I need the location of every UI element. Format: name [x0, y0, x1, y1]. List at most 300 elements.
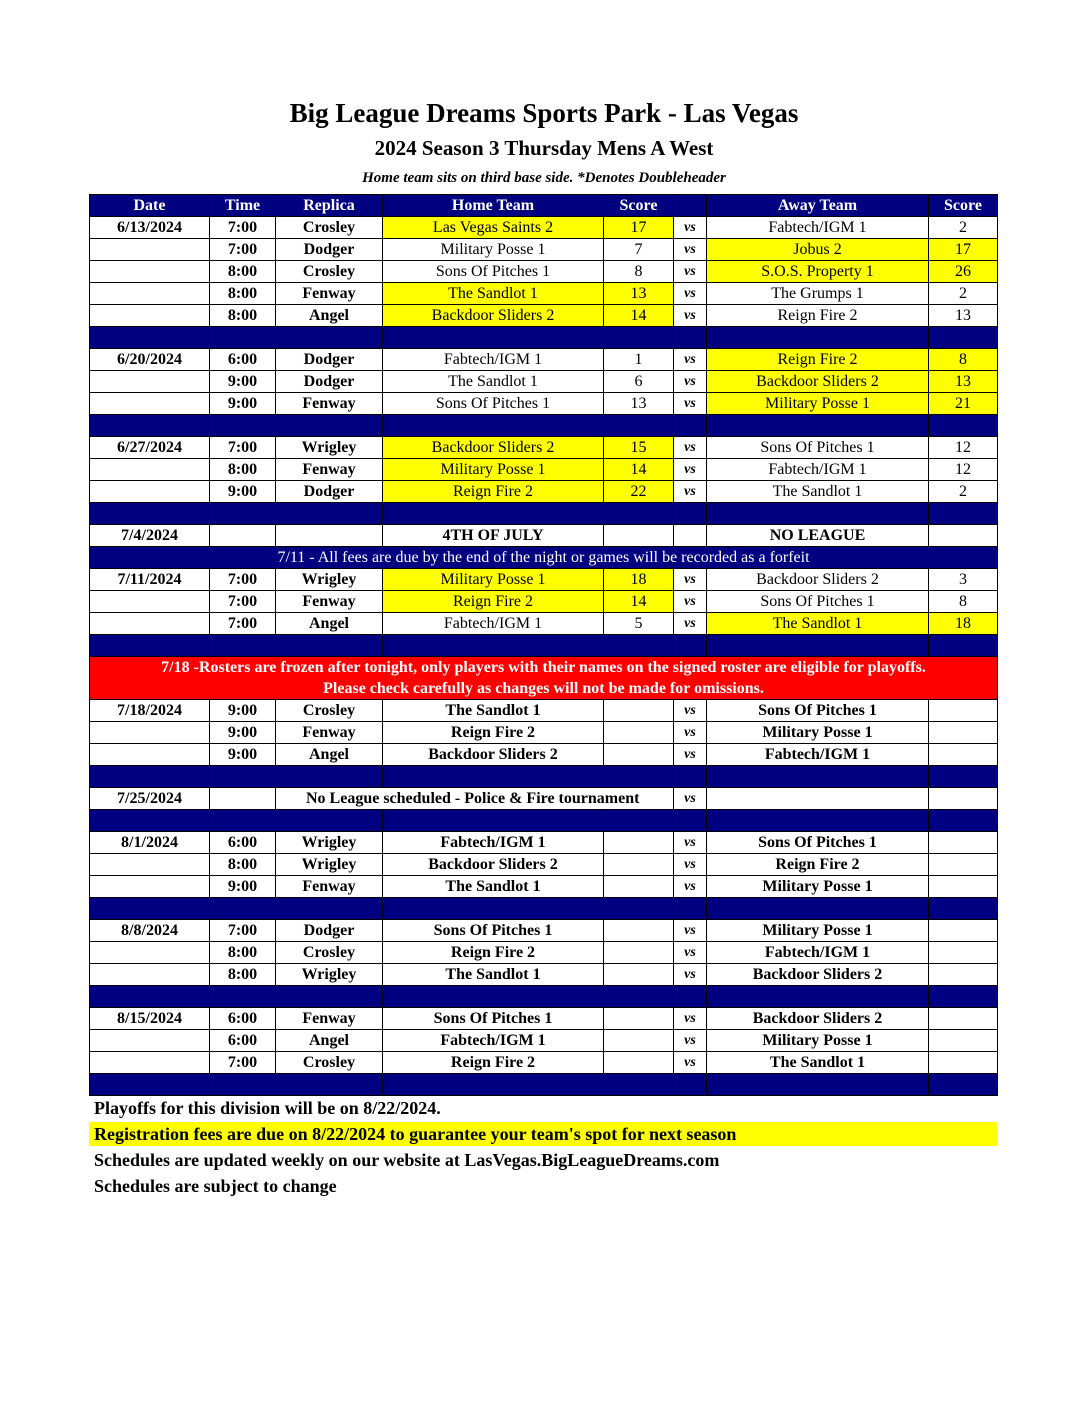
- game-time: 8:00: [210, 261, 276, 283]
- table-row: [90, 700, 998, 722]
- table-row: [90, 569, 998, 591]
- game-field: Wrigley: [276, 964, 383, 986]
- away-team: Sons Of Pitches 1: [707, 832, 929, 854]
- game-time: 9:00: [210, 481, 276, 503]
- game-field: Fenway: [276, 393, 383, 415]
- home-team: Reign Fire 2: [383, 1052, 604, 1074]
- away-score: [929, 788, 998, 810]
- vs-label: vs: [674, 700, 707, 722]
- roster-alert-line-2: Please check carefully as changes will not be made for omissions.: [323, 680, 764, 697]
- separator-row: [90, 986, 998, 1008]
- game-date: [90, 591, 210, 613]
- home-team: Military Posse 1: [383, 459, 604, 481]
- separator-cell: [929, 635, 998, 657]
- vs-label: vs: [674, 942, 707, 964]
- table-row: [90, 854, 998, 876]
- game-date: [90, 964, 210, 986]
- separator-row: [90, 766, 998, 788]
- away-score: 18: [929, 613, 998, 635]
- separator-cell: [383, 1074, 604, 1096]
- game-field: Crosley: [276, 1052, 383, 1074]
- game-field: Angel: [276, 1030, 383, 1052]
- home-score: 8: [604, 261, 674, 283]
- game-time: 7:00: [210, 437, 276, 459]
- separator-cell: [210, 635, 276, 657]
- separator-cell: [707, 986, 929, 1008]
- home-team: Reign Fire 2: [383, 722, 604, 744]
- game-field: Wrigley: [276, 437, 383, 459]
- vs-label: vs: [674, 283, 707, 305]
- website-note: Schedules are updated weekly on our website at LasVegas.BigLeagueDreams.com: [94, 1150, 720, 1170]
- home-team: Sons Of Pitches 1: [383, 1008, 604, 1030]
- table-row: [90, 942, 998, 964]
- col-header-date: Date: [90, 195, 210, 217]
- separator-cell: [929, 327, 998, 349]
- home-score: [604, 942, 674, 964]
- vs-label: vs: [674, 788, 707, 810]
- home-score: 22: [604, 481, 674, 503]
- game-date: 7/11/2024: [90, 569, 210, 591]
- separator-cell: [210, 503, 276, 525]
- table-row: [90, 1008, 998, 1030]
- away-team: NO LEAGUE: [707, 525, 929, 547]
- away-team: Backdoor Sliders 2: [707, 371, 929, 393]
- vs-label: vs: [674, 305, 707, 327]
- page-subtitle: 2024 Season 3 Thursday Mens A West: [374, 136, 714, 160]
- game-field: Crosley: [276, 942, 383, 964]
- table-row: [90, 437, 998, 459]
- separator-cell: [90, 415, 210, 437]
- table-row: [90, 261, 998, 283]
- table-row: [90, 722, 998, 744]
- separator-cell: [674, 986, 707, 1008]
- game-date: 8/8/2024: [90, 920, 210, 942]
- home-score: [604, 722, 674, 744]
- separator-cell: [674, 503, 707, 525]
- separator-cell: [604, 503, 674, 525]
- schedule-body: [90, 217, 998, 1096]
- separator-cell: [276, 810, 383, 832]
- separator-cell: [604, 898, 674, 920]
- away-score: 2: [929, 481, 998, 503]
- separator-cell: [383, 503, 604, 525]
- table-row: [90, 964, 998, 986]
- table-row: [90, 525, 998, 547]
- home-team: The Sandlot 1: [383, 283, 604, 305]
- separator-cell: [90, 635, 210, 657]
- home-score: [604, 525, 674, 547]
- away-score: [929, 964, 998, 986]
- game-date: [90, 744, 210, 766]
- playoffs-note: Playoffs for this division will be on 8/22/2024.: [94, 1098, 441, 1118]
- away-team: Military Posse 1: [707, 393, 929, 415]
- away-score: 2: [929, 283, 998, 305]
- separator-cell: [90, 327, 210, 349]
- vs-label: vs: [674, 261, 707, 283]
- home-score: 6: [604, 371, 674, 393]
- home-score: 7: [604, 239, 674, 261]
- separator-cell: [383, 986, 604, 1008]
- col-header-home-score: Score: [604, 195, 674, 217]
- home-score: 14: [604, 591, 674, 613]
- away-team: Sons Of Pitches 1: [707, 700, 929, 722]
- game-time: 8:00: [210, 942, 276, 964]
- vs-label: vs: [674, 393, 707, 415]
- game-date: 8/15/2024: [90, 1008, 210, 1030]
- schedule-note: Home team sits on third base side. *Denotes Doubleheader: [362, 170, 726, 186]
- away-score: 12: [929, 459, 998, 481]
- roster-alert-row: [90, 657, 998, 700]
- separator-cell: [604, 415, 674, 437]
- away-score: 21: [929, 393, 998, 415]
- separator-cell: [210, 986, 276, 1008]
- away-score: [929, 525, 998, 547]
- vs-label: vs: [674, 1052, 707, 1074]
- away-team: Reign Fire 2: [707, 854, 929, 876]
- separator-cell: [276, 503, 383, 525]
- separator-cell: [929, 766, 998, 788]
- game-time: [210, 525, 276, 547]
- away-team: Fabtech/IGM 1: [707, 217, 929, 239]
- separator-cell: [383, 766, 604, 788]
- table-row: [90, 788, 998, 810]
- vs-label: vs: [674, 1008, 707, 1030]
- away-team: S.O.S. Property 1: [707, 261, 929, 283]
- separator-cell: [929, 415, 998, 437]
- away-team: Backdoor Sliders 2: [707, 1008, 929, 1030]
- vs-label: vs: [674, 854, 707, 876]
- home-team: Sons Of Pitches 1: [383, 920, 604, 942]
- col-header-away-team: Away Team: [707, 195, 929, 217]
- separator-cell: [674, 415, 707, 437]
- game-date: [90, 239, 210, 261]
- separator-cell: [674, 1074, 707, 1096]
- separator-cell: [707, 898, 929, 920]
- separator-cell: [604, 766, 674, 788]
- separator-cell: [276, 415, 383, 437]
- away-team: Backdoor Sliders 2: [707, 569, 929, 591]
- game-date: [90, 283, 210, 305]
- vs-label: vs: [674, 371, 707, 393]
- game-date: 7/4/2024: [90, 525, 210, 547]
- table-row: [90, 217, 998, 239]
- game-time: 8:00: [210, 964, 276, 986]
- vs-label: vs: [674, 920, 707, 942]
- game-date: 6/27/2024: [90, 437, 210, 459]
- game-date: 6/20/2024: [90, 349, 210, 371]
- home-score: [604, 920, 674, 942]
- home-team: Backdoor Sliders 2: [383, 305, 604, 327]
- home-team: The Sandlot 1: [383, 964, 604, 986]
- game-time: 8:00: [210, 283, 276, 305]
- away-score: 3: [929, 569, 998, 591]
- separator-cell: [674, 766, 707, 788]
- separator-row: [90, 1074, 998, 1096]
- game-time: 9:00: [210, 371, 276, 393]
- separator-cell: [90, 810, 210, 832]
- home-team: Las Vegas Saints 2: [383, 217, 604, 239]
- vs-label: vs: [674, 722, 707, 744]
- home-score: 1: [604, 349, 674, 371]
- vs-label: vs: [674, 613, 707, 635]
- separator-cell: [276, 766, 383, 788]
- away-score: 12: [929, 437, 998, 459]
- separator-cell: [383, 635, 604, 657]
- separator-cell: [90, 898, 210, 920]
- game-field: Wrigley: [276, 832, 383, 854]
- away-score: [929, 942, 998, 964]
- home-score: [604, 744, 674, 766]
- away-score: [929, 832, 998, 854]
- away-score: 17: [929, 239, 998, 261]
- home-team: Backdoor Sliders 2: [383, 854, 604, 876]
- separator-cell: [276, 635, 383, 657]
- separator-cell: [383, 898, 604, 920]
- separator-cell: [929, 503, 998, 525]
- away-score: [929, 1030, 998, 1052]
- home-score: 14: [604, 459, 674, 481]
- separator-cell: [707, 766, 929, 788]
- vs-label: vs: [674, 437, 707, 459]
- away-team: Fabtech/IGM 1: [707, 942, 929, 964]
- vs-label: vs: [674, 964, 707, 986]
- separator-cell: [383, 810, 604, 832]
- game-field: Dodger: [276, 920, 383, 942]
- vs-label: vs: [674, 217, 707, 239]
- game-field: Angel: [276, 613, 383, 635]
- schedule-table: [89, 194, 998, 1096]
- away-team: Reign Fire 2: [707, 305, 929, 327]
- change-note: Schedules are subject to change: [94, 1176, 337, 1196]
- table-row: [90, 239, 998, 261]
- separator-cell: [707, 503, 929, 525]
- away-score: [929, 1052, 998, 1074]
- vs-label: vs: [674, 239, 707, 261]
- home-team: Fabtech/IGM 1: [383, 613, 604, 635]
- separator-cell: [210, 415, 276, 437]
- vs-label: vs: [674, 349, 707, 371]
- table-row: [90, 591, 998, 613]
- vs-label: [674, 525, 707, 547]
- separator-row: [90, 327, 998, 349]
- away-team: Reign Fire 2: [707, 349, 929, 371]
- separator-cell: [707, 415, 929, 437]
- game-date: [90, 1030, 210, 1052]
- game-field: Crosley: [276, 217, 383, 239]
- game-time: 7:00: [210, 920, 276, 942]
- separator-cell: [276, 1074, 383, 1096]
- separator-cell: [210, 1074, 276, 1096]
- no-league-note: No League scheduled - Police & Fire tournament: [276, 788, 674, 810]
- separator-cell: [929, 898, 998, 920]
- separator-cell: [929, 1074, 998, 1096]
- away-team: Fabtech/IGM 1: [707, 459, 929, 481]
- separator-cell: [90, 503, 210, 525]
- away-score: [929, 722, 998, 744]
- separator-cell: [707, 635, 929, 657]
- vs-label: vs: [674, 744, 707, 766]
- game-time: 7:00: [210, 591, 276, 613]
- col-header-vs: [674, 195, 707, 217]
- game-time: 9:00: [210, 722, 276, 744]
- game-field: Wrigley: [276, 569, 383, 591]
- game-date: [90, 613, 210, 635]
- table-row: [90, 744, 998, 766]
- separator-cell: [707, 327, 929, 349]
- separator-cell: [604, 810, 674, 832]
- home-team: Sons Of Pitches 1: [383, 393, 604, 415]
- game-time: [210, 788, 276, 810]
- vs-label: vs: [674, 876, 707, 898]
- home-score: [604, 1030, 674, 1052]
- game-time: 7:00: [210, 217, 276, 239]
- vs-label: vs: [674, 832, 707, 854]
- game-field: Fenway: [276, 722, 383, 744]
- home-team: Reign Fire 2: [383, 942, 604, 964]
- separator-cell: [210, 810, 276, 832]
- away-score: 8: [929, 591, 998, 613]
- away-team: The Sandlot 1: [707, 481, 929, 503]
- away-team: The Grumps 1: [707, 283, 929, 305]
- table-row: [90, 393, 998, 415]
- game-date: [90, 854, 210, 876]
- fee-notice: 7/11 - All fees are due by the end of the night or games will be recorded as a forfeit: [90, 547, 998, 569]
- separator-cell: [90, 986, 210, 1008]
- separator-cell: [604, 327, 674, 349]
- home-team: Reign Fire 2: [383, 481, 604, 503]
- game-field: Angel: [276, 305, 383, 327]
- game-field: Dodger: [276, 349, 383, 371]
- game-field: Fenway: [276, 283, 383, 305]
- table-row: [90, 832, 998, 854]
- notice-row: [90, 547, 998, 569]
- separator-cell: [674, 635, 707, 657]
- separator-cell: [383, 415, 604, 437]
- game-date: 8/1/2024: [90, 832, 210, 854]
- table-row: [90, 876, 998, 898]
- game-field: Wrigley: [276, 854, 383, 876]
- separator-cell: [90, 1074, 210, 1096]
- roster-alert-line-1: 7/18 -Rosters are frozen after tonight, only players with their names on the signed roster are eligible for playoffs.: [161, 659, 926, 676]
- vs-label: vs: [674, 459, 707, 481]
- game-time: 7:00: [210, 239, 276, 261]
- roster-alert: [90, 657, 998, 700]
- separator-cell: [210, 766, 276, 788]
- table-row: [90, 481, 998, 503]
- home-score: 5: [604, 613, 674, 635]
- table-row: [90, 1030, 998, 1052]
- game-field: Dodger: [276, 371, 383, 393]
- home-score: 13: [604, 283, 674, 305]
- game-field: Crosley: [276, 700, 383, 722]
- away-score: 13: [929, 305, 998, 327]
- separator-cell: [276, 986, 383, 1008]
- vs-label: vs: [674, 481, 707, 503]
- separator-cell: [707, 810, 929, 832]
- table-header-row: [90, 195, 998, 217]
- home-score: [604, 964, 674, 986]
- away-team: Backdoor Sliders 2: [707, 964, 929, 986]
- game-time: 7:00: [210, 613, 276, 635]
- game-field: Dodger: [276, 239, 383, 261]
- home-team: Fabtech/IGM 1: [383, 349, 604, 371]
- table-row: [90, 283, 998, 305]
- separator-cell: [604, 1074, 674, 1096]
- registration-note: Registration fees are due on 8/22/2024 to guarantee your team's spot for next season: [89, 1122, 997, 1146]
- home-score: [604, 1052, 674, 1074]
- game-field: Dodger: [276, 481, 383, 503]
- home-team: The Sandlot 1: [383, 700, 604, 722]
- away-score: 13: [929, 371, 998, 393]
- home-score: 17: [604, 217, 674, 239]
- table-row: [90, 349, 998, 371]
- game-time: 6:00: [210, 1008, 276, 1030]
- game-date: 6/13/2024: [90, 217, 210, 239]
- away-team: Jobus 2: [707, 239, 929, 261]
- away-score: [929, 700, 998, 722]
- away-team: Sons Of Pitches 1: [707, 591, 929, 613]
- vs-label: vs: [674, 1030, 707, 1052]
- separator-cell: [276, 327, 383, 349]
- game-time: 9:00: [210, 393, 276, 415]
- game-time: 9:00: [210, 876, 276, 898]
- away-score: [929, 744, 998, 766]
- game-date: [90, 305, 210, 327]
- col-header-home-team: Home Team: [383, 195, 604, 217]
- home-team: The Sandlot 1: [383, 371, 604, 393]
- vs-label: vs: [674, 569, 707, 591]
- away-score: [929, 854, 998, 876]
- game-date: [90, 371, 210, 393]
- away-score: [929, 1008, 998, 1030]
- home-team: The Sandlot 1: [383, 876, 604, 898]
- table-row: [90, 371, 998, 393]
- game-time: 8:00: [210, 854, 276, 876]
- away-team: Military Posse 1: [707, 920, 929, 942]
- game-field: Fenway: [276, 591, 383, 613]
- separator-row: [90, 503, 998, 525]
- game-date: [90, 1052, 210, 1074]
- table-row: [90, 305, 998, 327]
- away-team: Fabtech/IGM 1: [707, 744, 929, 766]
- home-team: Reign Fire 2: [383, 591, 604, 613]
- home-team: 4TH OF JULY: [383, 525, 604, 547]
- separator-cell: [90, 766, 210, 788]
- separator-cell: [210, 898, 276, 920]
- separator-row: [90, 635, 998, 657]
- game-date: [90, 261, 210, 283]
- game-date: [90, 876, 210, 898]
- home-score: [604, 1008, 674, 1030]
- game-field: Fenway: [276, 1008, 383, 1030]
- separator-cell: [604, 635, 674, 657]
- separator-cell: [604, 986, 674, 1008]
- home-score: 18: [604, 569, 674, 591]
- away-team: The Sandlot 1: [707, 613, 929, 635]
- away-score: 26: [929, 261, 998, 283]
- separator-cell: [276, 898, 383, 920]
- home-score: [604, 854, 674, 876]
- game-field: Angel: [276, 744, 383, 766]
- game-time: 6:00: [210, 832, 276, 854]
- home-team: Fabtech/IGM 1: [383, 1030, 604, 1052]
- game-time: 7:00: [210, 569, 276, 591]
- away-score: [929, 876, 998, 898]
- away-team: Military Posse 1: [707, 876, 929, 898]
- game-date: 7/25/2024: [90, 788, 210, 810]
- game-date: [90, 459, 210, 481]
- home-team: Military Posse 1: [383, 239, 604, 261]
